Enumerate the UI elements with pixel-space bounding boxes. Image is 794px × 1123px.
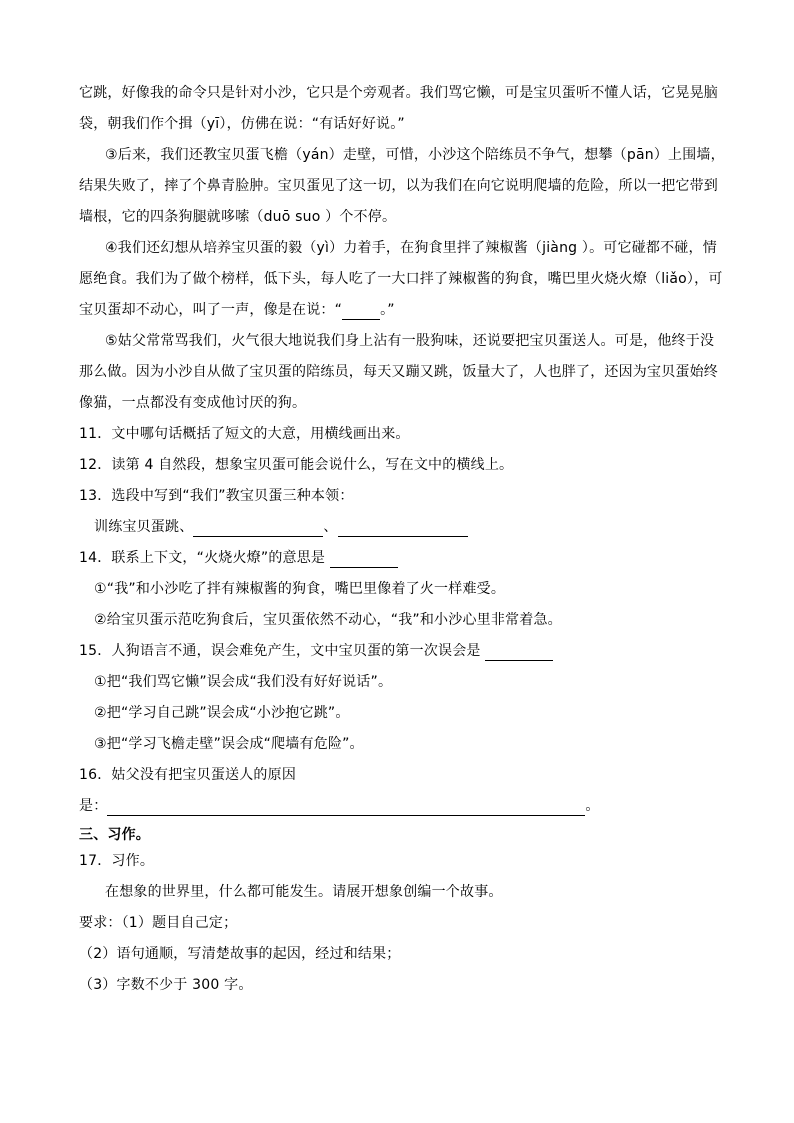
writing-requirement-2: （2）语句通顺，写清楚故事的起因，经过和结果；	[79, 946, 401, 962]
passage-p5-line2: 那么做。因为小沙自从做了宝贝蛋的陪练员，每天又蹦又跳，饭量大了，人也胖了，还因为宝贝蛋始终	[79, 364, 718, 380]
question-13-prefix: 训练宝贝蛋跳、	[94, 519, 194, 535]
question-14	[79, 548, 719, 568]
passage-p3-line3: 墙根，它的四条狗腿就哆嗦（duō suo ）个不停。	[79, 209, 397, 225]
passage-p4-line3-text: 宝贝蛋却不动心，叫了一声，像是在说：“	[79, 302, 343, 318]
section-3-heading: 三、习作。	[79, 827, 150, 843]
question-13: 13．选段中写到“我们”教宝贝蛋三种本领：	[79, 488, 354, 504]
question-15-option-1: ①把“我们骂它懒”误会成“我们没有好好说话”。	[94, 674, 393, 690]
question-16-end: 。	[585, 798, 600, 814]
writing-prompt: 在想象的世界里，什么都可能发生。请展开想象创编一个故事。	[105, 884, 503, 900]
question-14-blank[interactable]	[330, 551, 398, 568]
dog-speech-blank[interactable]	[342, 303, 380, 320]
writing-requirement-3: （3）字数不少于 300 字。	[79, 977, 253, 993]
question-13-blank-2[interactable]	[338, 520, 468, 537]
passage-p3-line2: 结果失败了，摔了个鼻青脸肿。宝贝蛋见了这一切，以为我们在向它说明爬墙的危险，所以一把它带到	[79, 178, 718, 194]
question-14-text: 14．联系上下文，“火烧火燎”的意思是	[79, 550, 330, 566]
question-16: 16．姑父没有把宝贝蛋送人的原因	[79, 767, 297, 783]
passage-p3-line1: ③后来，我们还教宝贝蛋飞檐（yán）走壁，可惜，小沙这个陪练员不争气，想攀（pān）上围墙，	[105, 147, 725, 163]
question-16-answer-line	[79, 796, 719, 816]
question-13-separator: 、	[323, 519, 338, 535]
question-15-option-2: ②把“学习自己跳”误会成“小沙抱它跳”。	[94, 705, 350, 721]
passage-p4-line3-end: 。”	[380, 302, 395, 318]
question-11: 11．文中哪句话概括了短文的大意，用横线画出来。	[79, 426, 410, 442]
question-13-answer-line	[94, 517, 734, 537]
passage-p4-line2: 愿绝食。我们为了做个榜样，低下头，每人吃了一大口拌了辣椒酱的狗食，嘴巴里火烧火燎（liǎo），可	[79, 271, 723, 287]
question-15-text: 15．人狗语言不通，误会难免产生，文中宝贝蛋的第一次误会是	[79, 643, 486, 659]
question-13-blank-1[interactable]	[193, 520, 323, 537]
question-15-blank[interactable]	[485, 644, 553, 661]
question-14-option-1: ①“我”和小沙吃了拌有辣椒酱的狗食，嘴巴里像着了火一样难受。	[94, 581, 506, 597]
passage-p5-line3: 像猫，一点都没有变成他讨厌的狗。	[79, 395, 307, 411]
question-12: 12．读第 4 自然段，想象宝贝蛋可能会说什么，写在文中的横线上。	[79, 457, 514, 473]
passage-p2-line1: 它跳，好像我的命令只是针对小沙，它只是个旁观者。我们骂它懒，可是宝贝蛋听不懂人话，它晃晃脑	[79, 85, 718, 101]
question-15-option-3: ③把“学习飞檐走壁”误会成“爬墙有危险”。	[94, 736, 364, 752]
question-16-blank[interactable]	[107, 799, 585, 816]
question-15	[79, 641, 719, 661]
question-14-option-2: ②给宝贝蛋示范吃狗食后，宝贝蛋依然不动心，“我”和小沙心里非常着急。	[94, 612, 562, 628]
passage-p4-line1: ④我们还幻想从培养宝贝蛋的毅（yì）力着手，在狗食里拌了辣椒酱（jiàng ）。可它碰都不碰，情	[105, 240, 717, 256]
question-16-prefix: 是：	[79, 798, 108, 814]
passage-p5-line1: ⑤姑父常常骂我们，火气很大地说我们身上沾有一股狗味，还说要把宝贝蛋送人。可是，他终于没	[105, 333, 715, 349]
passage-p2-line2: 袋，朝我们作个揖（yī），仿佛在说：“有话好好说。”	[79, 116, 405, 132]
question-17: 17．习作。	[79, 853, 155, 869]
writing-requirement-1: 要求：（1）题目自己定；	[79, 915, 238, 931]
passage-p4-line3	[79, 300, 719, 320]
